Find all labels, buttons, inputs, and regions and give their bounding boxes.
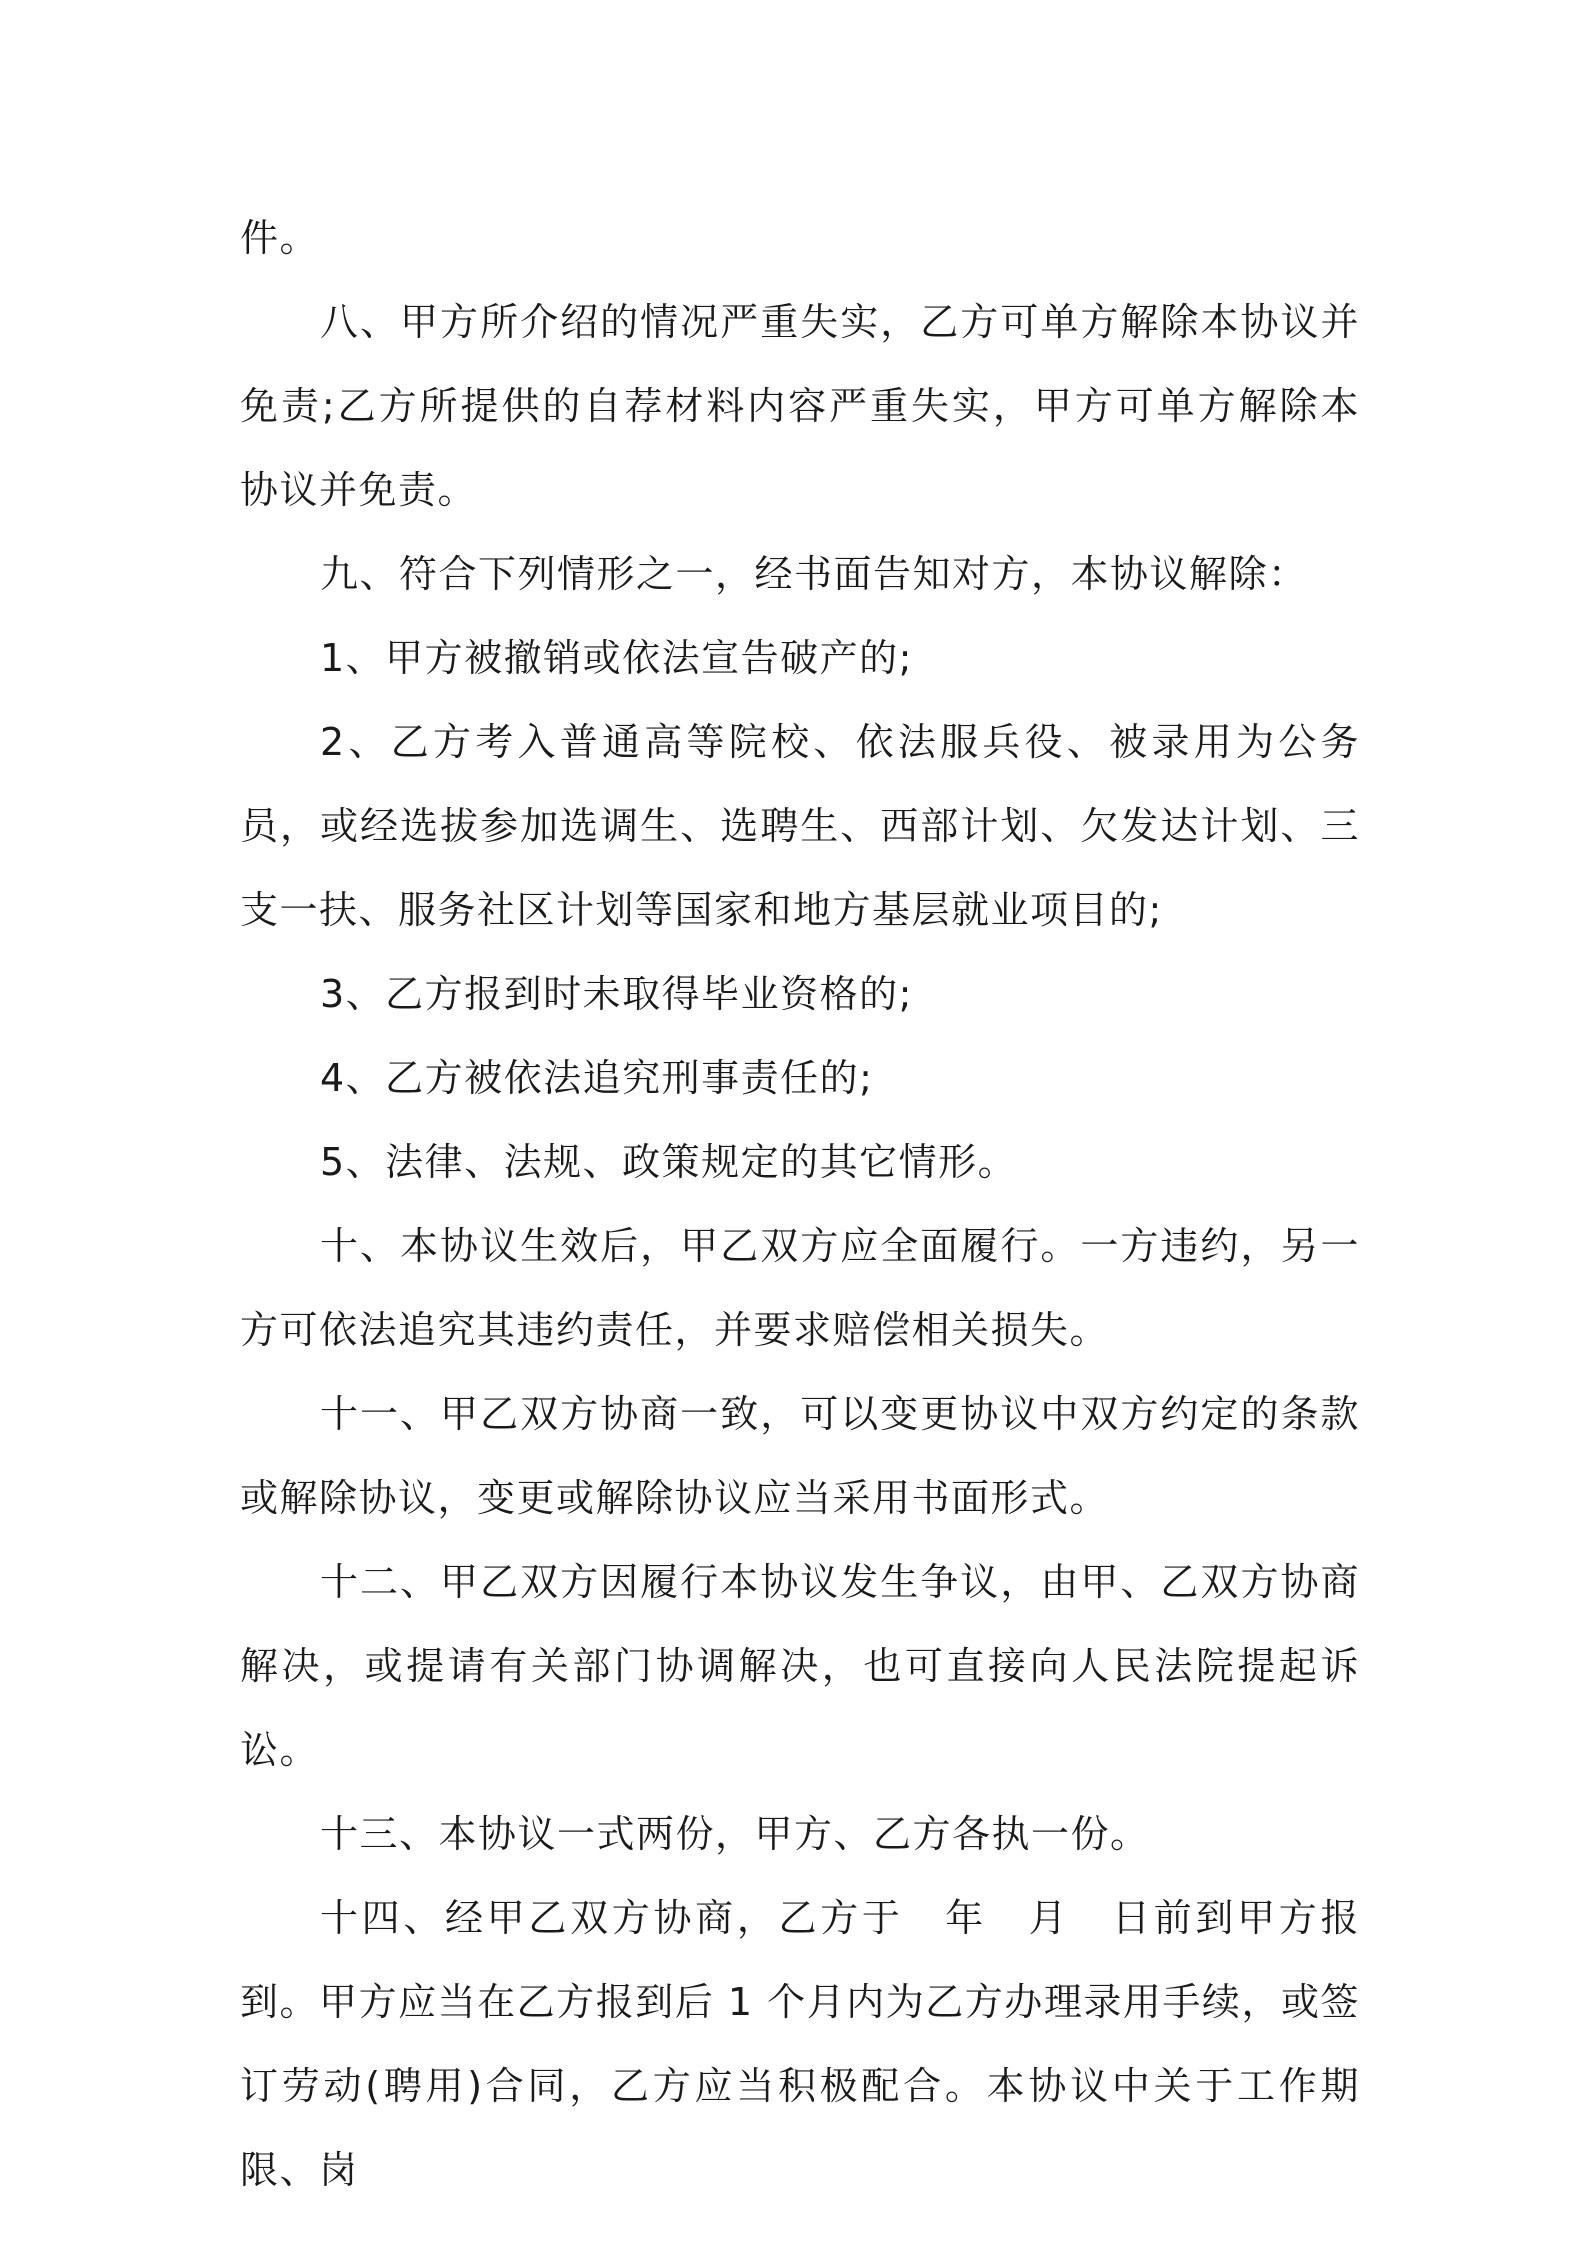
list-item-9-5: 5、法律、法规、政策规定的其它情形。 [320, 1140, 1018, 1184]
paragraph-clause-11: 十一、甲乙双方协商一致，可以变更协议中双方约定的条款或解除协议，变更或解除协议应当采用书面形式。 [240, 1392, 1360, 1520]
paragraph-clause-13: 十三、本协议一式两份，甲方、乙方各执一份。 [320, 1812, 1150, 1856]
paragraph-clause-10: 十、本协议生效后，甲乙双方应全面履行。一方违约，另一方可依法追究其违约责任，并要求赔偿相关损失。 [240, 1224, 1360, 1352]
document-body [240, 196, 1360, 2212]
paragraph-continuation: 件。 [240, 216, 320, 260]
list-item-9-4: 4、乙方被依法追究刑事责任的; [320, 1056, 874, 1100]
list-item-9-1: 1、甲方被撤销或依法宣告破产的; [320, 636, 913, 680]
list-item-9-2: 2、乙方考入普通高等院校、依法服兵役、被录用为公务员，或经选拔参加选调生、选聘生、西部计划、欠发达计划、三支一扶、服务社区计划等国家和地方基层就业项目的; [240, 720, 1360, 932]
paragraph-clause-14: 十四、经甲乙双方协商，乙方于 年 月 日前到甲方报到。甲方应当在乙方报到后 1 个月内为乙方办理录用手续，或签订劳动(聘用)合同，乙方应当积极配合。本协议中关于工作期限、岗 [240, 1896, 1360, 2192]
paragraph-clause-8: 八、甲方所介绍的情况严重失实，乙方可单方解除本协议并免责;乙方所提供的自荐材料内容严重失实，甲方可单方解除本协议并免责。 [240, 300, 1360, 512]
list-item-9-3: 3、乙方报到时未取得毕业资格的; [320, 972, 913, 1016]
paragraph-clause-9: 九、符合下列情形之一，经书面告知对方，本协议解除： [320, 552, 1308, 596]
paragraph-clause-12: 十二、甲乙双方因履行本协议发生争议，由甲、乙双方协商解决，或提请有关部门协调解决，也可直接向人民法院提起诉讼。 [240, 1560, 1360, 1772]
